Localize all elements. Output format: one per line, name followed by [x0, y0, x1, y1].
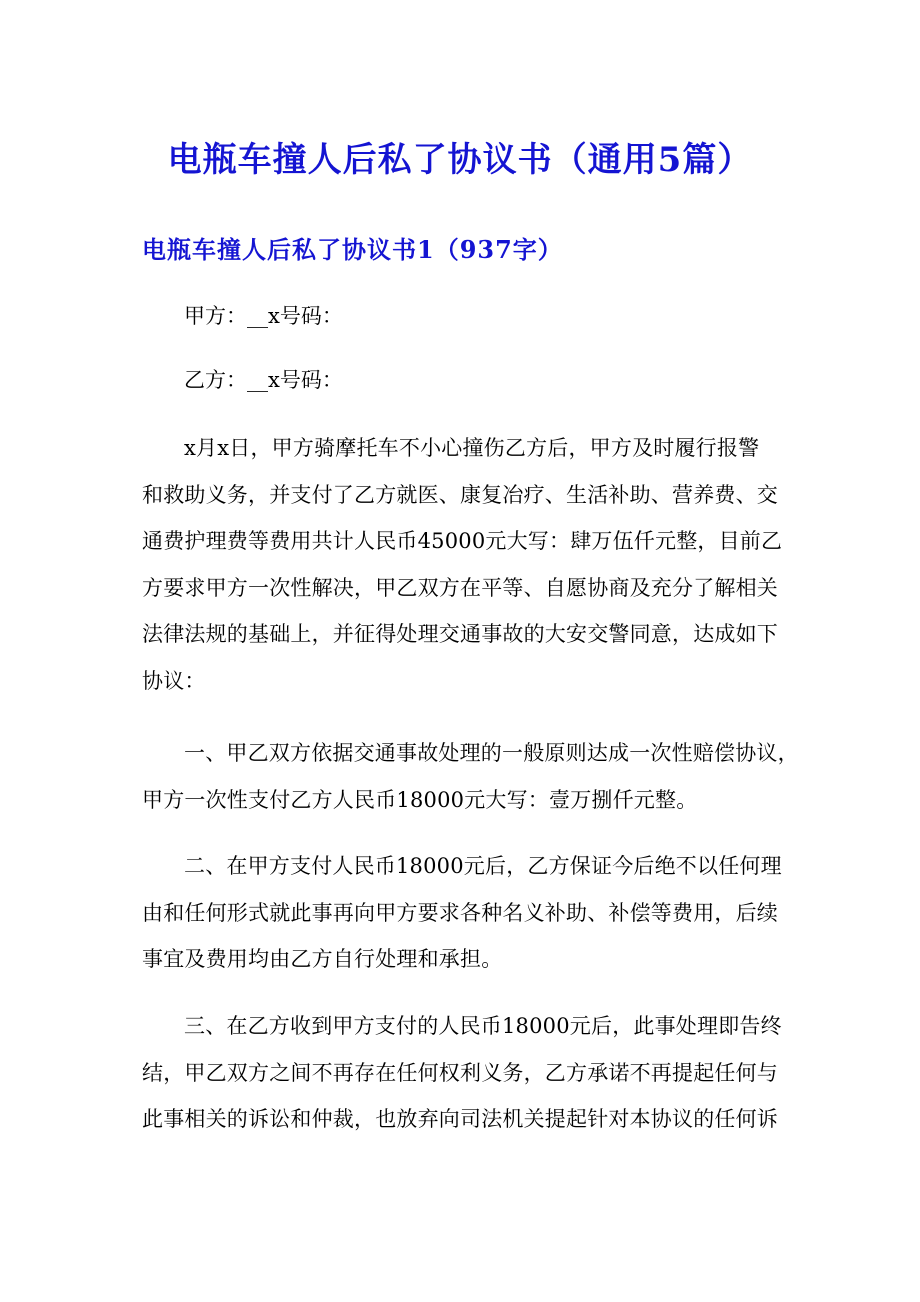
paragraph-clause-3 [142, 1003, 792, 1143]
paragraph-line: 二、在甲方支付人民币18000元后，乙方保证今后绝不以任何理 [184, 854, 782, 878]
document-title: 电瓶车撞人后私了协议书（通用5篇） [167, 140, 753, 180]
paragraph-line: 法律法规的基础上，并征得处理交通事故的大安交警同意，达成如下 [142, 622, 778, 646]
paragraph-clause-1 [142, 730, 799, 823]
paragraph-line: x月x日，甲方骑摩托车不小心撞伤乙方后，甲方及时履行报警 [184, 436, 760, 460]
section-heading: 电瓶车撞人后私了协议书1（937字） [142, 235, 563, 264]
paragraph-incident [142, 425, 792, 704]
paragraph-line: 结，甲乙双方之间不再存在任何权利义务，乙方承诺不再提起任何与 [142, 1060, 778, 1085]
paragraph-clause-2 [142, 843, 792, 983]
paragraph-line: 一、甲乙双方依据交通事故处理的一般原则达成一次性赔偿协议， [184, 741, 799, 765]
paragraph-line: 由和任何形式就此事再向甲方要求各种名义补助、补偿等费用，后续 [142, 900, 778, 925]
paragraph-line: 甲方一次性支付乙方人民币18000元大写：壹万捌仟元整。 [142, 787, 698, 812]
paragraph-line: 通费护理费等费用共计人民币45000元大写：肆万伍仟元整，目前乙 [142, 529, 783, 553]
paragraph-line: 和救助义务，并支付了乙方就医、康复冶疗、生活补助、营养费、交 [142, 482, 778, 507]
paragraph-line: 此事相关的诉讼和仲裁，也放弃向司法机关提起针对本协议的任何诉 [142, 1107, 778, 1131]
paragraph-line: 三、在乙方收到甲方支付的人民币18000元后，此事处理即告终 [184, 1014, 782, 1038]
paragraph-line: 事宜及费用均由乙方自行处理和承担。 [142, 947, 503, 971]
paragraph-line: 协议： [142, 668, 206, 693]
party-b-line: 乙方：__x号码： [184, 368, 343, 392]
party-a-line: 甲方：__x号码： [184, 304, 343, 328]
paragraph-line: 方要求甲方一次性解决，甲乙双方在平等、自愿协商及充分了解相关 [142, 575, 778, 600]
